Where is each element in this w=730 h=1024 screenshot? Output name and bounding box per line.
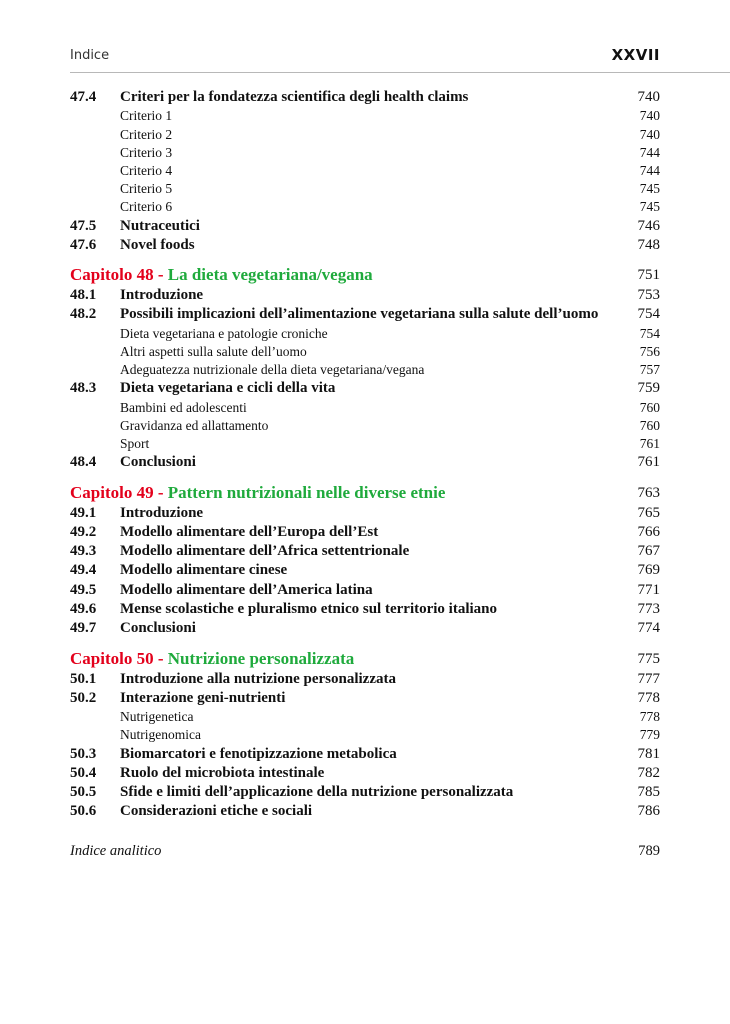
- toc-section[interactable]: [70, 802, 660, 821]
- page-number: 761: [639, 436, 660, 452]
- section-number: 47.5: [70, 217, 97, 234]
- entry-title: Modello alimentare cinese: [120, 562, 288, 579]
- page-number: 774: [637, 620, 660, 637]
- toc-subsection[interactable]: [70, 107, 660, 125]
- entry-title: Modello alimentare dell’Africa settentrionale: [120, 543, 410, 560]
- toc-section[interactable]: [70, 600, 660, 619]
- section-number: 49.7: [70, 620, 97, 637]
- toc-subsection[interactable]: [70, 708, 660, 726]
- section-number: 48.3: [70, 380, 97, 397]
- page-number: 763: [637, 484, 660, 501]
- section-number: 49.2: [70, 523, 97, 540]
- page-number: 754: [637, 306, 660, 323]
- entry-title: Dieta vegetariana e cicli della vita: [120, 380, 336, 397]
- toc-subsection[interactable]: [70, 435, 660, 453]
- entry-title: Indice analitico: [70, 842, 162, 859]
- page-number: 769: [637, 562, 660, 579]
- entry-title: Criteri per la fondatezza scientifica degli health claims: [120, 89, 469, 105]
- chapter-title: La dieta vegetariana/vegana: [167, 265, 373, 285]
- entry-title: Mense scolastiche e pluralismo etnico sul territorio italiano: [120, 601, 498, 617]
- page-number: 778: [637, 689, 660, 706]
- entry-title: Dieta vegetariana e patologie croniche: [120, 325, 328, 341]
- entry-title: Novel foods: [120, 236, 195, 253]
- entry-title: Criterio 1: [120, 108, 173, 124]
- entry-title: Possibili implicazioni dell’alimentazione vegetariana sulla salute dell’uomo: [120, 306, 599, 323]
- page-number: 760: [639, 417, 660, 433]
- entry-title: Introduzione: [120, 504, 204, 521]
- page-number: 775: [637, 650, 660, 667]
- section-number: 50.3: [70, 745, 97, 762]
- entry-title: Nutrigenomica: [120, 727, 201, 743]
- section-number: 49.5: [70, 581, 97, 598]
- toc-section[interactable]: [70, 764, 660, 783]
- entry-title: Sfide e limiti dell’applicazione della nutrizione personalizzata: [120, 784, 514, 801]
- page-number: 740: [639, 126, 660, 142]
- toc-section[interactable]: [70, 689, 660, 708]
- page-number: 759: [637, 380, 660, 397]
- toc-section[interactable]: [70, 286, 660, 305]
- page-number: 740: [639, 108, 660, 124]
- toc-section[interactable]: [70, 619, 660, 638]
- entry-title: Modello alimentare dell’America latina: [120, 581, 373, 598]
- toc-index-entry[interactable]: [70, 842, 660, 861]
- page-number: 744: [639, 144, 660, 160]
- toc-section[interactable]: [70, 504, 660, 523]
- entry-title: Altri aspetti sulla salute dell’uomo: [120, 343, 307, 359]
- chapter-title: Pattern nutrizionali nelle diverse etnie: [167, 482, 446, 502]
- section-number: 47.4: [70, 89, 97, 105]
- entry-title: Bambini ed adolescenti: [120, 399, 247, 415]
- entry-title: Conclusioni: [120, 454, 196, 471]
- page-number: 756: [639, 343, 660, 359]
- page-number: 771: [637, 581, 660, 598]
- toc-chapter[interactable]: [70, 264, 660, 286]
- entry-title: Sport: [120, 436, 150, 452]
- toc-section[interactable]: [70, 379, 660, 398]
- section-number: 50.6: [70, 803, 97, 820]
- entry-title: Modello alimentare dell’Europa dell’Est: [120, 523, 379, 540]
- chapter-separator: -: [153, 482, 168, 502]
- toc-section[interactable]: [70, 745, 660, 764]
- entry-title: Criterio 5: [120, 181, 173, 197]
- page-number: 782: [637, 764, 660, 781]
- chapter-heading: [70, 648, 660, 670]
- section-number: 48.2: [70, 306, 97, 323]
- toc-subsection[interactable]: [70, 126, 660, 144]
- toc-section[interactable]: [70, 670, 660, 689]
- page-number: 753: [637, 287, 660, 304]
- page-number: 781: [637, 745, 660, 762]
- page-number: 745: [639, 181, 660, 197]
- toc-section[interactable]: [70, 581, 660, 600]
- entry-title: Adeguatezza nutrizionale della dieta vegetariana/vegana: [120, 362, 425, 378]
- chapter-label: Capitolo 49: [70, 482, 154, 502]
- toc-section[interactable]: [70, 783, 660, 802]
- page-number: 754: [639, 325, 660, 341]
- section-number: 49.6: [70, 601, 97, 617]
- toc-section[interactable]: [70, 236, 660, 255]
- toc-subsection[interactable]: [70, 361, 660, 379]
- toc-section[interactable]: [70, 542, 660, 561]
- page-number: 778: [639, 709, 660, 725]
- entry-title: Biomarcatori e fenotipizzazione metabolica: [120, 745, 397, 762]
- toc-subsection[interactable]: [70, 726, 660, 744]
- section-number: 49.3: [70, 543, 97, 560]
- toc-subsection[interactable]: [70, 325, 660, 343]
- toc-section[interactable]: [70, 217, 660, 236]
- page-number: 779: [639, 727, 660, 743]
- entry-title: Nutraceutici: [120, 217, 200, 234]
- page-number: 766: [637, 523, 660, 540]
- chapter-title: Nutrizione personalizzata: [167, 648, 355, 668]
- entry-title: Ruolo del microbiota intestinale: [120, 764, 325, 781]
- section-number: 48.4: [70, 454, 97, 471]
- page-number: 748: [637, 236, 660, 253]
- toc-subsection[interactable]: [70, 180, 660, 198]
- entry-title: Nutrigenetica: [120, 709, 194, 725]
- toc-section[interactable]: [70, 305, 660, 324]
- entry-title: Criterio 6: [120, 199, 173, 215]
- page-number: 765: [637, 504, 660, 521]
- entry-title: Interazione geni-nutrienti: [120, 689, 286, 706]
- running-header: [70, 46, 730, 73]
- section-number: 48.1: [70, 287, 97, 304]
- page-number: 767: [637, 543, 660, 560]
- chapter-heading: [70, 264, 660, 286]
- page-number: 761: [637, 454, 660, 471]
- toc-section[interactable]: [70, 88, 660, 107]
- page-number: 740: [637, 89, 660, 105]
- section-number: 50.2: [70, 689, 97, 706]
- header-page-number: XXVII: [611, 46, 660, 64]
- entry-title: Gravidanza ed allattamento: [120, 417, 269, 433]
- page-number: 760: [639, 399, 660, 415]
- section-number: 49.4: [70, 562, 97, 579]
- page-number: 757: [639, 362, 660, 378]
- page-number: 751: [637, 267, 660, 284]
- header-label: Indice: [70, 48, 110, 63]
- section-number: 50.1: [70, 670, 97, 687]
- toc-subsection[interactable]: [70, 198, 660, 216]
- section-number: 50.5: [70, 784, 97, 801]
- entry-title: Criterio 3: [120, 144, 173, 160]
- entry-title: Conclusioni: [120, 620, 196, 637]
- entry-title: Introduzione alla nutrizione personalizzata: [120, 670, 396, 687]
- section-number: 47.6: [70, 236, 97, 253]
- entry-title: Criterio 2: [120, 126, 173, 142]
- chapter-label: Capitolo 48: [70, 265, 154, 285]
- toc-subsection[interactable]: [70, 144, 660, 162]
- page-number: 789: [638, 842, 660, 859]
- chapter-separator: -: [153, 265, 168, 285]
- page-number: 785: [637, 784, 660, 801]
- page-number: 773: [637, 601, 660, 617]
- toc-chapter[interactable]: [70, 648, 660, 670]
- chapter-heading: [70, 482, 660, 504]
- toc-section[interactable]: [70, 453, 660, 472]
- page-number: 786: [637, 803, 660, 820]
- page-number: 746: [637, 217, 660, 234]
- table-of-contents: [70, 88, 660, 861]
- toc-subsection[interactable]: [70, 399, 660, 417]
- entry-title: Considerazioni etiche e sociali: [120, 803, 313, 820]
- toc-section[interactable]: [70, 561, 660, 580]
- chapter-separator: -: [153, 648, 168, 668]
- toc-subsection[interactable]: [70, 343, 660, 361]
- entry-title: Introduzione: [120, 287, 204, 304]
- section-number: 50.4: [70, 764, 97, 781]
- page-number: 745: [639, 199, 660, 215]
- toc-subsection[interactable]: [70, 417, 660, 435]
- page-number: 777: [637, 670, 660, 687]
- section-number: 49.1: [70, 504, 97, 521]
- chapter-label: Capitolo 50: [70, 648, 154, 668]
- entry-title: Criterio 4: [120, 162, 173, 178]
- page-number: 744: [639, 162, 660, 178]
- toc-section[interactable]: [70, 523, 660, 542]
- toc-chapter[interactable]: [70, 482, 660, 504]
- toc-subsection[interactable]: [70, 162, 660, 180]
